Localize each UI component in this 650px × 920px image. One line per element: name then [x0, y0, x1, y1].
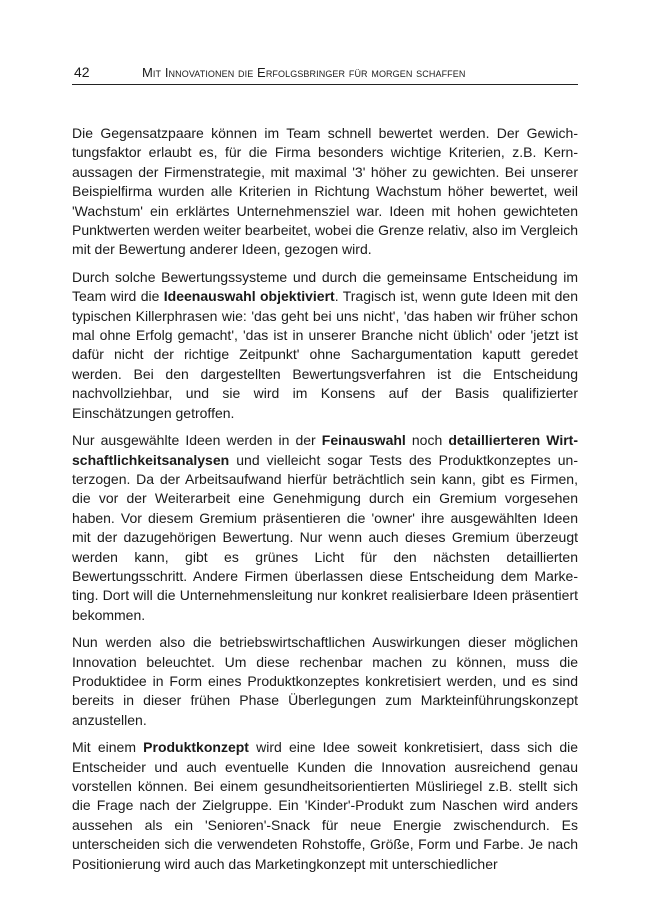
- paragraph: [72, 124, 578, 260]
- page-number: 42: [74, 64, 90, 80]
- bold-term: Produktkonzept: [143, 739, 249, 756]
- paragraph: [72, 268, 578, 423]
- text-run: Durch solche Bewertungssysteme und durch die gemeinsame Entscheidung im Team wird die: [72, 268, 578, 305]
- paragraph: [72, 738, 578, 874]
- text-run: noch: [405, 432, 449, 449]
- text-run: . Tragisch ist, wenn gute Ideen mit den typischen Killerphrasen wie: 'das geht bei uns nicht', 'das haben wir früher schon mal ohne Erfolg gemacht', 'das ist in unserer Branche nicht üblich' oder 'jetzt ist dafür nicht der richtige Zeitpunkt' ohne Sachargumentation kaputt geredet werden. Bei den dargestellten Bewertungsverfahren ist die Entscheidung nachvollziehbar, und sie wird im Konsens auf der Basis qualifizierter Einschätzungen getroffen.: [72, 288, 578, 421]
- body-text: [72, 124, 578, 882]
- text-run: Mit einem: [72, 739, 144, 756]
- text-run: wird eine Idee soweit konkretisiert, dass sich die Entscheider und auch eventuelle Kunden die Innovation ausreichend genau vorstellen können. Bei einem gesundheitsorientierten Müsliriegel z.B. stellt sich die Frage nach der Zielgruppe. Ein 'Kinder'-Produkt zum Naschen wird anders aussehen als ein 'Senioren'-Snack für neue Energie zwischendurch. Es unterscheiden sich die verwendeten Rohstoffe, Größe, Form und Farbe. Je nach Positionierung wird auch das Marketingkonzept mit unterschiedlicher: [72, 739, 578, 872]
- bold-term: Ideenauswahl objektiviert: [163, 288, 335, 305]
- paragraph: [72, 431, 578, 625]
- running-header: [72, 62, 578, 85]
- text-run: Die Gegensatzpaare können im Team schnell bewertet werden. Der Gewichtungsfaktor erlaubt es, für die Firma besonders wichtige Kriterien, z.B. Kernaussagen der Firmenstrategie, mit maximal '3' höher zu gewichten. Bei unserer Beispielfirma wurden alle Kriterien in Richtung Wachstum höher bewertet, weil 'Wachstum' ein erklärtes Unternehmensziel war. Ideen mit hohen gewichteten Punktwerten werden weiter bearbeitet, wobei die Grenze relativ, also im Vergleich mit der Bewertung anderer Ideen, gezogen wird.: [72, 125, 578, 258]
- running-title: Mit Innovationen die Erfolgsbringer für morgen schaffen: [142, 65, 466, 80]
- bold-term: detaillierteren Wirtschaftlichkeitsanalysen: [72, 432, 579, 468]
- bold-term: Feinauswahl: [321, 432, 406, 449]
- text-run: Nun werden also die betriebswirtschaftlichen Auswirkungen dieser möglichen Innovation beleuchtet. Um diese rechenbar machen zu können, muss die Produktidee in Form eines Produktkonzeptes konkretisiert werden, und es sind bereits in dieser frühen Phase Überlegungen zum Markteinführungskonzept anzustellen.: [72, 634, 578, 728]
- text-run: und vielleicht sogar Tests des Produktkonzeptes unterzogen. Da der Arbeitsaufwand hierfür beträchtlich sein kann, gibt es Firmen, die vor der Weiterarbeit eine Genehmigung durch ein Gremium vorgesehen haben. Vor diesem Gremium präsentieren die 'owner' ihre ausgewählten Ideen mit der dazugehörigen Bewertung. Nur wenn auch dieses Gremium überzeugt werden kann, gibt es grünes Licht für den nächsten detaillierten Bewertungsschritt. Andere Firmen überlassen diese Entscheidung dem Marketing. Dort will die Unternehmensleitung nur konkret realisierbare Ideen präsentiert bekommen.: [72, 451, 578, 623]
- text-run: Nur ausgewählte Ideen werden in der: [72, 432, 322, 449]
- paragraph: [72, 633, 578, 730]
